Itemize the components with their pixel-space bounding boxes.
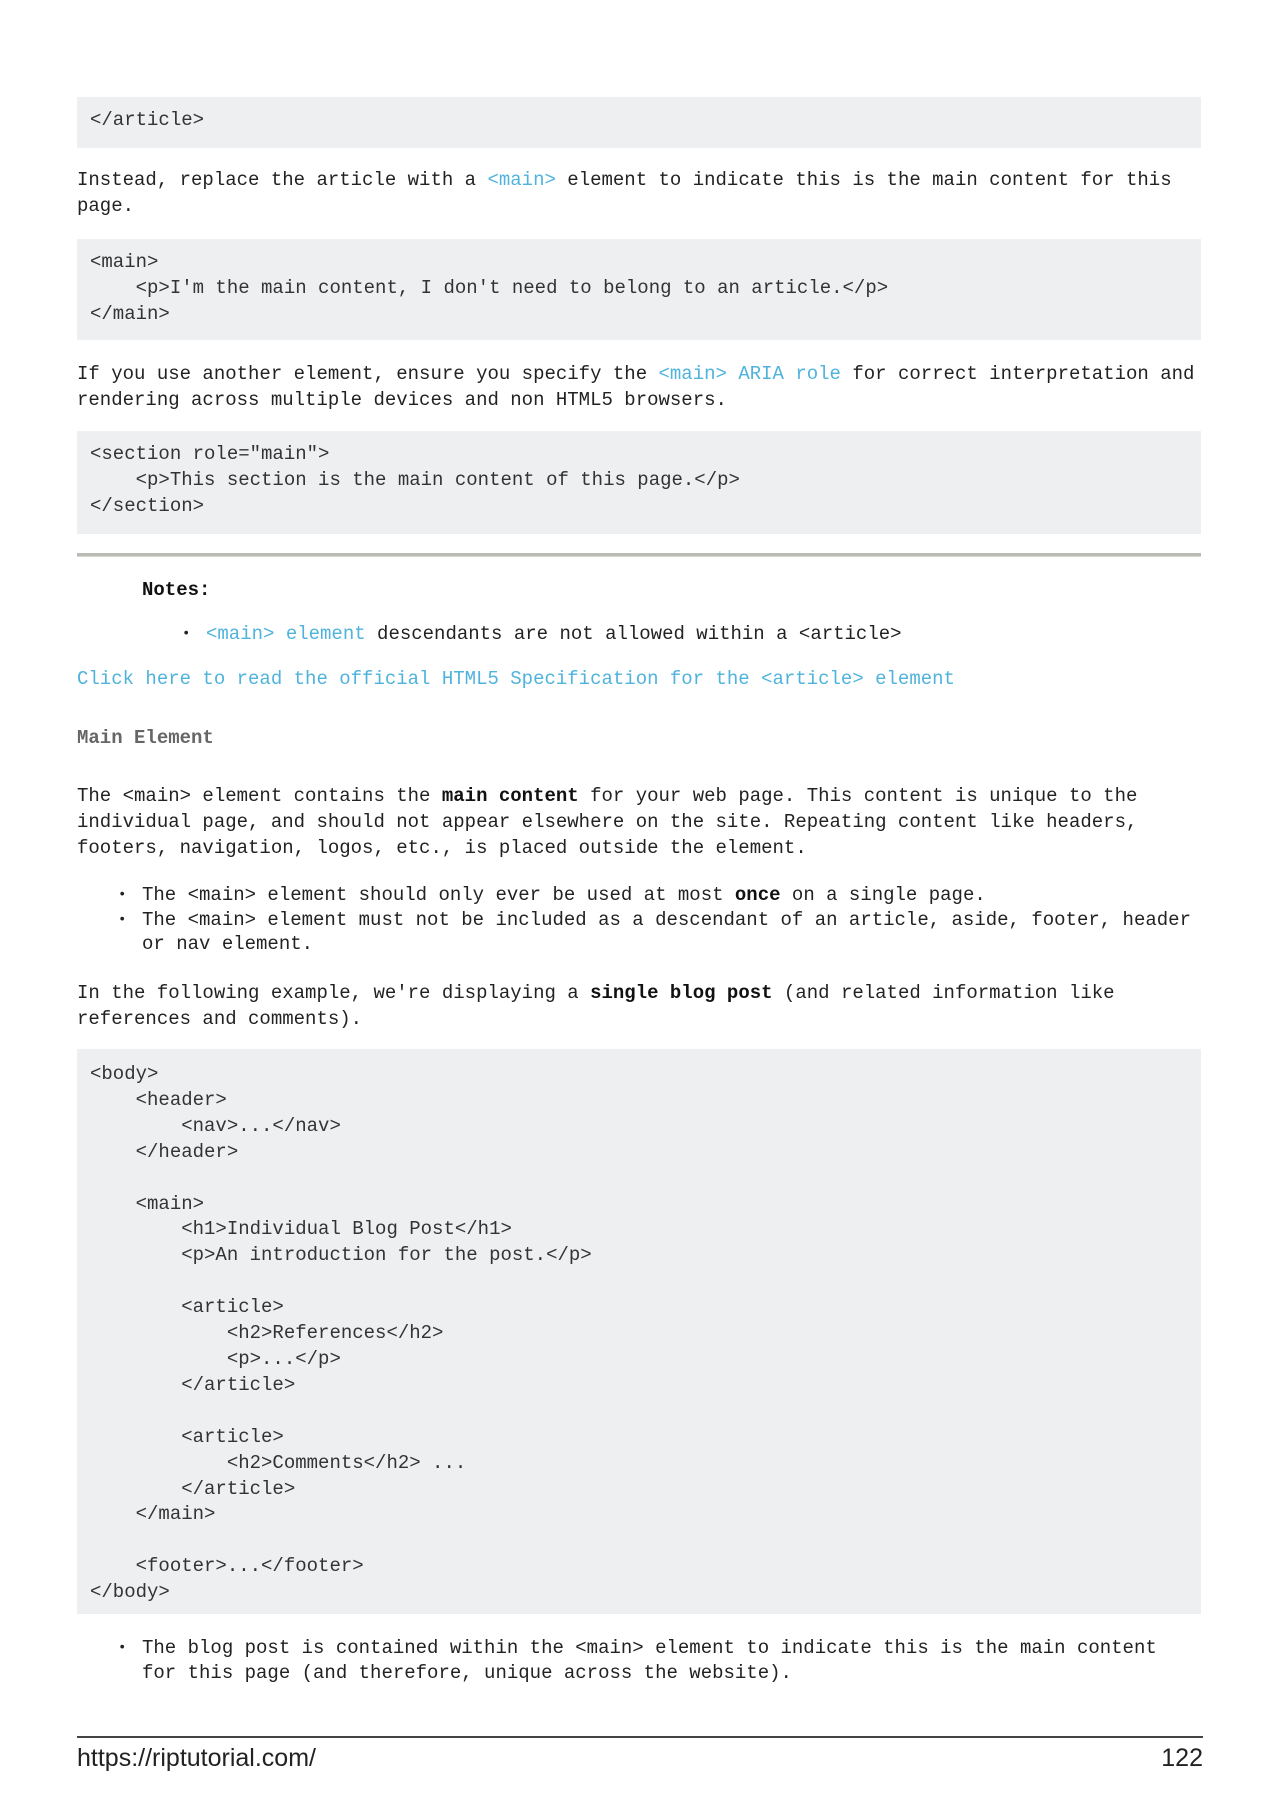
notes-list [206,621,1196,647]
spec-link-row [77,666,1201,692]
text: The <main> element contains the [77,785,442,807]
text: descendants are not allowed within a <article> [365,623,902,645]
text: element to indicate this is the main content for this page. [77,169,1172,217]
html5-spec-link[interactable]: Click here to read the official HTML5 Specification for the <article> element [77,668,955,690]
bold-text: once [734,884,781,906]
paragraph-aria-role [77,361,1201,413]
text: on a single page. [780,884,986,906]
page-number: 122 [1161,1744,1203,1772]
section-heading: Main Element [77,727,214,749]
text: Instead, replace the article with a [77,169,488,191]
list-item: • The blog post is contained within the <main> element to indicate this is the main content for this page (and therefore, unique across the website). [142,1636,1201,1686]
bold-text: single blog post [590,982,773,1004]
code-block-section-role: <section role="main"> <p>This section is the main content of this page.</p> </section> [77,431,1201,534]
paragraph-example-intro [77,980,1201,1032]
list-item [142,883,1201,908]
text: If you use another element, ensure you specify the [77,363,659,385]
code-block-article-close: </article> [77,97,1201,148]
aria-role-link[interactable]: <main> ARIA role [658,363,841,385]
main-element-link[interactable]: <main> element [206,623,366,645]
bold-text: main content [441,785,579,807]
divider [77,553,1201,557]
page-footer [77,1744,1203,1773]
notes-label [142,577,1142,603]
text: In the following example, we're displaying a [77,982,591,1004]
text: The <main> element must not be included as a descendant of an article, aside, footer, header or nav element. [142,908,1191,955]
paragraph-main-description [77,783,1201,861]
text: (and related information like references and comments). [77,982,1115,1030]
notes-item [206,621,1196,647]
text: for correct interpretation and rendering across multiple devices and non HTML5 browsers. [77,363,1195,411]
code-block-blog-example: <body> <header> <nav>...</nav> </header> <main> <h1>Individual Blog Post</h1> <p>An introduction for the post.</p> <article> <h2>References</h2> <p>...</p> </article> <article> <h2>Comments</h2> ... </article> </main> <footer>...</footer> </body> [77,1049,1201,1614]
notes-heading: Notes: [142,579,211,601]
text: The <main> element should only ever be used at most [142,884,735,906]
rules-list [142,883,1201,957]
final-list [142,1636,1201,1686]
footer-divider [77,1736,1203,1738]
code-block-main: <main> <p>I'm the main content, I don't need to belong to an article.</p> </main> [77,239,1201,340]
footer-url: https://riptutorial.com/ [77,1744,316,1772]
paragraph-replace-article [77,167,1201,219]
text: for your web page. This content is unique to the individual page, and should not appear elsewhere on the site. Repeating content like headers, footers, navigation, logos, etc., is placed outside the element. [77,785,1138,859]
main-link[interactable]: <main> [487,169,556,191]
list-item [142,908,1201,957]
